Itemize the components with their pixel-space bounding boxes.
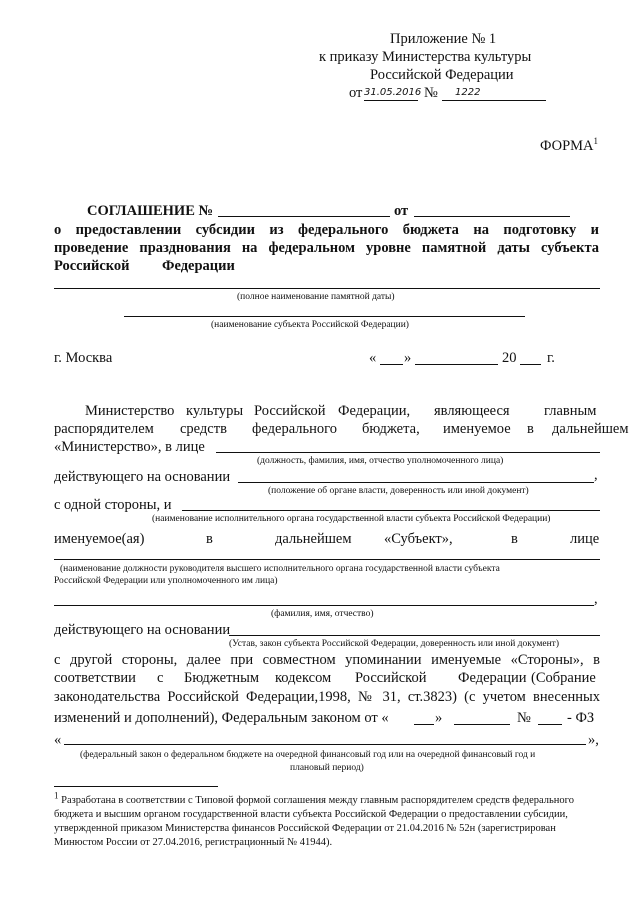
law-word: Бюджетным	[184, 670, 260, 686]
p1-word: федерального	[252, 421, 337, 437]
p1-word: именуемое	[443, 421, 511, 437]
head-position-caption-2: Российской Федерации или уполномоченного им лица)	[54, 576, 278, 586]
footnote-separator	[54, 786, 218, 787]
appendix-number: Приложение № 1	[390, 31, 497, 47]
year-prefix: 20	[502, 350, 517, 366]
charter-line	[229, 635, 600, 636]
exec-body-line	[182, 510, 600, 511]
law-title-open: «	[54, 732, 62, 748]
ministry-in-person: «Министерство», в лице	[54, 439, 205, 455]
footnote-line-4: Минюстом России от 27.04.2016, регистрационный № 41944).	[54, 837, 333, 848]
legislation-line: законодательства Российской Федерации,1998, № 31, ст.3823) (с учетом внесенных	[54, 689, 600, 705]
named-word: «Субъект»,	[384, 531, 453, 547]
law-fz: - ФЗ	[567, 710, 595, 726]
order-number-prefix: №	[424, 85, 438, 101]
federal-law-from: изменений и дополнений), Федеральным законом от «	[54, 710, 389, 726]
basis-doc-line	[238, 482, 594, 483]
law-word: Российской	[355, 670, 427, 686]
named-word: дальнейшем	[275, 531, 352, 547]
footnote-line-2: бюджета и высшим органом государственной власти субъекта Российской Федерации о предоставлении субсидии,	[54, 809, 568, 820]
named-word: в	[206, 531, 213, 547]
p1-word: средств	[180, 421, 227, 437]
subject-name-caption: (наименование субъекта Российской Федерации)	[211, 320, 409, 330]
law-word: соответствии	[54, 670, 136, 686]
title-line-3: проведение празднования на федеральном уровне памятной даты субъекта	[54, 240, 599, 256]
p1-word: распорядителем	[54, 421, 154, 437]
federal-law-caption-2: плановый период)	[290, 763, 364, 773]
law-word: кодексом	[275, 670, 332, 686]
p1-word: в	[527, 421, 534, 437]
head-position-caption-1: (наименование должности руководителя высшего исполнительного органа государственной власти субъекта	[60, 564, 500, 574]
acting-basis-label: действующего на основании	[54, 469, 231, 485]
law-number-line	[538, 724, 562, 725]
title-line-4b: Федерации	[162, 258, 235, 274]
law-title-line	[64, 744, 586, 745]
agreement-date-from: от	[394, 203, 409, 219]
order-date-line	[364, 100, 418, 101]
memorial-date-caption: (полное наименование памятной даты)	[237, 292, 395, 302]
footnote	[54, 790, 602, 850]
city: г. Москва	[54, 350, 113, 366]
exec-body-caption: (наименование исполнительного органа государственной власти субъекта Российской Федерации)	[152, 514, 551, 524]
acting-basis-label-2: действующего на основании	[54, 622, 231, 638]
day-line	[380, 364, 403, 365]
law-date-close: »	[435, 710, 443, 726]
year-suffix: г.	[547, 350, 555, 366]
subject-name-line	[124, 316, 525, 317]
agreement-date-line	[414, 216, 570, 217]
footnote-line-1: Разработана в соответствии с Типовой формой соглашения между главным распорядителем средств федерального	[61, 795, 574, 806]
basis-doc-caption: (положение об органе власти, доверенность или иной документ)	[268, 486, 529, 496]
order-number-value: 1222	[455, 87, 481, 98]
law-title-close: »,	[588, 732, 599, 748]
p1-word: дальнейшем	[552, 421, 629, 437]
agreement-number-line	[218, 216, 390, 217]
named-word: лице	[570, 531, 600, 547]
charter-caption: (Устав, закон субъекта Российской Федерации, доверенность или иной документ)	[229, 639, 559, 649]
agreement-label: СОГЛАШЕНИЕ №	[87, 203, 214, 219]
order-number-line	[442, 100, 546, 101]
date-close-quote: »	[404, 350, 412, 366]
footnote-line-3: утвержденной приказом Министерства финансов Российской Федерации от 21.04.2016 № 52н (зарегистрирован	[54, 823, 556, 834]
p1-word: бюджета,	[362, 421, 420, 437]
order-reference: к приказу Министерства культуры	[319, 49, 532, 65]
law-word: Федерации	[458, 670, 527, 686]
law-number-sign: №	[517, 710, 531, 726]
federal-law-caption-1: (федеральный закон о федеральном бюджете на очередной финансовый год или на очередной финансовый год и	[80, 750, 536, 760]
month-line	[415, 364, 498, 365]
law-word: (Собрание	[531, 670, 596, 686]
head-position-line	[54, 559, 600, 560]
form-label: ФОРМА$^1$	[540, 136, 599, 154]
footnote-mark: 1	[54, 790, 59, 801]
fio-line	[54, 605, 594, 606]
one-side-label: с одной стороны, и	[54, 497, 172, 513]
federation-name: Российской Федерации	[370, 67, 514, 83]
p1-word: Российской	[254, 403, 326, 419]
title-line-4a: Российской	[54, 258, 130, 274]
comma: ,	[594, 467, 598, 483]
other-side-line: с другой стороны, далее при совместном упоминании именуемые «Стороны», в	[54, 652, 600, 668]
p1-word: культуры	[186, 403, 244, 419]
ministry-person-line	[216, 452, 600, 453]
year-line	[520, 364, 541, 365]
position-caption: (должность, фамилия, имя, отчество уполномоченного лица)	[257, 456, 504, 466]
order-date-prefix: от	[349, 85, 363, 101]
law-day-line	[414, 724, 434, 725]
law-month-line	[454, 724, 510, 725]
p1-word: Министерство	[85, 403, 175, 419]
p1-word: главным	[544, 403, 597, 419]
date-open-quote: «	[369, 350, 377, 366]
p1-word: являющееся	[434, 403, 510, 419]
footnote-ref: 1	[593, 136, 599, 147]
named-word: в	[511, 531, 518, 547]
memorial-date-line	[54, 288, 600, 289]
fio-caption: (фамилия, имя, отчество)	[271, 609, 374, 619]
law-word: с	[157, 670, 164, 686]
named-word: именуемое(ая)	[54, 531, 145, 547]
title-line-2: о предоставлении субсидии из федерального бюджета на подготовку и	[54, 222, 599, 238]
p1-word: Федерации,	[338, 403, 411, 419]
order-date-value: 31.05.2016	[364, 87, 422, 98]
comma: ,	[594, 591, 598, 607]
